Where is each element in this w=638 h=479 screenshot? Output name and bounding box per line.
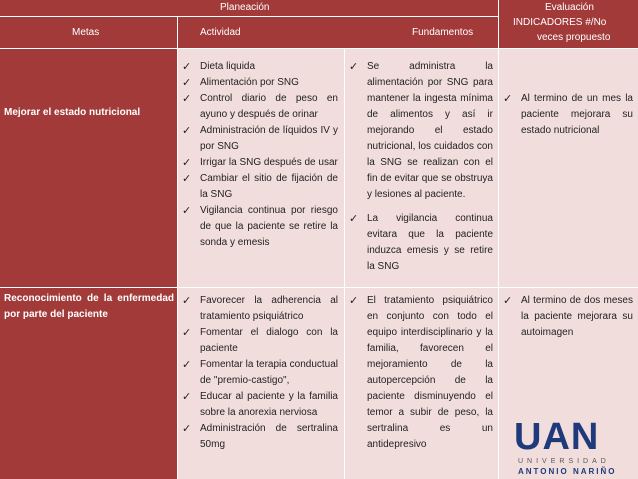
- fundamentos-cell-1: [345, 49, 498, 287]
- header-evaluacion-indicadores: INDICADORES #/No: [513, 17, 607, 28]
- check-icon: ✓: [182, 327, 192, 339]
- meta-1: Mejorar el estado nutricional: [4, 107, 141, 118]
- actividad-item: ✓ Fomentar el dialogo con la paciente: [182, 327, 338, 354]
- fundamento-item: ✓ La vigilancia continua evitara que la paciente induzca emesis y se retire la SNG: [349, 213, 493, 272]
- logo-antonio-narino-text: ANTONIO NARIÑO: [518, 467, 617, 476]
- actividad-item: ✓ Administración de líquidos IV y por SNG: [182, 125, 338, 152]
- actividad-item: ✓ Dieta liquida: [182, 61, 256, 73]
- evaluacion-item: ✓ Al termino de dos meses la paciente mejorara su autoimagen: [503, 295, 633, 338]
- header-metas: Metas: [72, 27, 100, 38]
- actividad-item: ✓ Fomentar la terapia conductual de "premio-castigo",: [182, 359, 338, 386]
- check-icon: ✓: [349, 61, 359, 73]
- header-evaluacion-veces: veces propuesto: [537, 32, 611, 43]
- check-icon: ✓: [349, 295, 359, 307]
- evaluacion-item: ✓ Al termino de un mes la paciente mejorara su estado nutricional: [503, 93, 633, 136]
- check-icon: ✓: [182, 205, 192, 217]
- meta-2: Reconocimiento de la enfermedad por parte del paciente: [4, 293, 174, 320]
- fundamento-item: ✓ Se administra la alimentación por SNG para mantener la ingesta mínima de alimentos y así ir mejorando el estado nutricional, los cuidados con la SNG se realizan con el fin de evitar que se obstruya y lesiones al paciente.: [349, 61, 493, 200]
- uan-logo: [514, 418, 636, 478]
- actividad-item: ✓ Administración de sertralina 50mg: [182, 423, 338, 450]
- actividad-cell-1: [178, 49, 344, 287]
- header-actividad: Actividad: [200, 27, 241, 38]
- actividad-item: ✓ Control diario de peso en ayuno y después de orinar: [182, 93, 338, 120]
- check-icon: ✓: [349, 213, 359, 225]
- fundamentos-list-2: [347, 293, 493, 453]
- actividad-cell-2: [178, 288, 344, 479]
- meta-cell-1: [0, 49, 177, 287]
- logo-universidad-text: UNIVERSIDAD: [518, 458, 610, 465]
- header-metas-cell: [0, 17, 177, 48]
- check-icon: ✓: [182, 77, 192, 89]
- header-actividad-fundamentos-cell: [178, 17, 498, 48]
- header-fundamentos: Fundamentos: [412, 27, 474, 38]
- actividad-list-2: [180, 293, 338, 453]
- check-icon: ✓: [182, 61, 192, 73]
- actividad-item: ✓ Educar al paciente y la familia sobre la anorexia nerviosa: [182, 391, 338, 418]
- check-icon: ✓: [503, 93, 513, 105]
- actividad-item: ✓ Favorecer la adherencia al tratamiento psiquiátrico: [182, 295, 338, 322]
- check-icon: ✓: [182, 359, 192, 371]
- check-icon: ✓: [182, 295, 192, 307]
- check-icon: ✓: [182, 423, 192, 435]
- check-icon: ✓: [182, 173, 192, 185]
- evaluacion-cell-1: [499, 49, 638, 287]
- evaluacion-list-1: [501, 91, 633, 139]
- check-icon: ✓: [182, 391, 192, 403]
- header-evaluacion-cell: [499, 0, 638, 48]
- actividad-item: ✓ Cambiar el sitio de fijación de la SNG: [182, 173, 338, 200]
- logo-uan-text: UAN: [514, 416, 600, 458]
- actividad-item: ✓ Alimentación por SNG: [182, 77, 299, 89]
- header-planeacion-cell: [0, 0, 498, 16]
- fundamentos-list-1: [347, 59, 493, 275]
- check-icon: ✓: [503, 295, 513, 307]
- check-icon: ✓: [182, 157, 192, 169]
- check-icon: ✓: [182, 93, 192, 105]
- actividad-list-1: [180, 59, 338, 251]
- header-evaluacion-title: Evaluación: [545, 2, 594, 13]
- evaluacion-list-2: [501, 293, 633, 341]
- fundamento-item: ✓ El tratamiento psiquiátrico en conjunto con todo el equipo interdisciplinario y la familia, favorecen el mejoramiento de la autopercepción de la paciente disminuyendo el temor a subir de peso, la sertralina es un antidepresivo: [349, 295, 493, 450]
- check-icon: ✓: [182, 125, 192, 137]
- actividad-item: ✓ Vigilancia continua por riesgo de que la paciente se retire la sonda y emesis: [182, 205, 338, 248]
- actividad-item: ✓ Irrigar la SNG después de usar: [182, 157, 338, 169]
- header-planeacion: Planeación: [220, 2, 270, 13]
- fundamentos-cell-2: [345, 288, 498, 479]
- meta-cell-2: [0, 288, 177, 479]
